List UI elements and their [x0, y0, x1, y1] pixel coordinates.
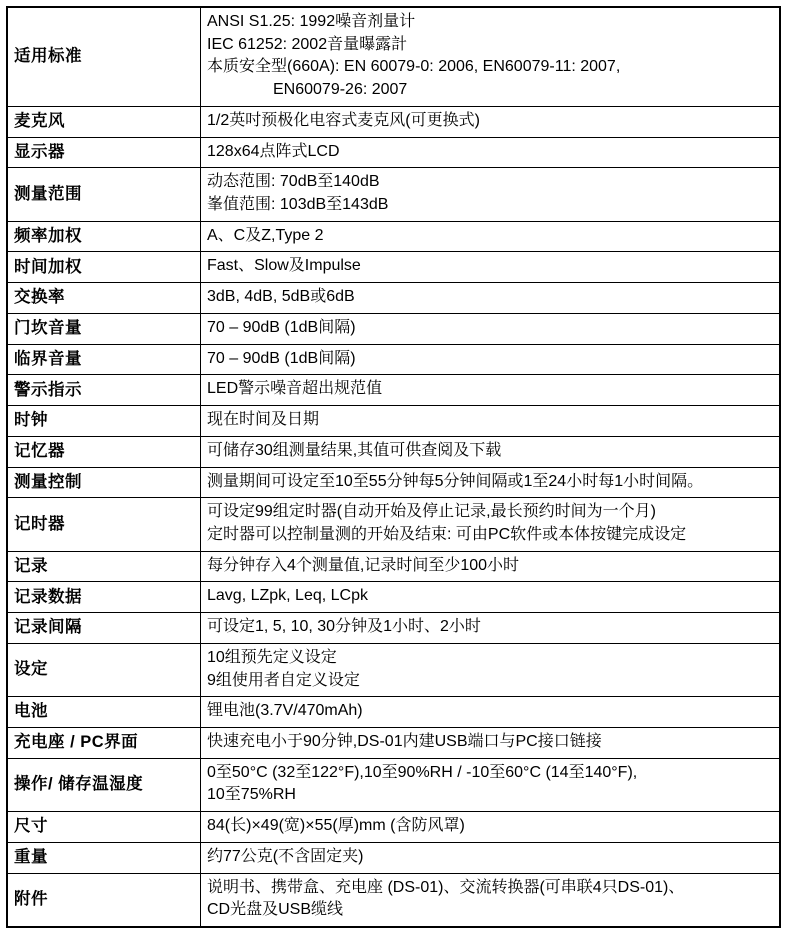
spec-value-line: 10组预先定义设定 — [207, 648, 337, 666]
table-row — [7, 7, 780, 106]
spec-value-cell — [201, 436, 781, 467]
table-row — [7, 375, 780, 406]
spec-label-cell: 测量控制 — [7, 467, 201, 498]
spec-label-cell: 显示器 — [7, 137, 201, 168]
table-row — [7, 467, 780, 498]
table-row — [7, 344, 780, 375]
table-row — [7, 137, 780, 168]
spec-value-line: 1/2英吋预极化电容式麦克风(可更换式) — [207, 111, 480, 129]
table-row — [7, 758, 780, 811]
spec-value-cell — [201, 551, 781, 582]
table-row — [7, 727, 780, 758]
spec-value-cell — [201, 375, 781, 406]
spec-label-cell: 尺寸 — [7, 812, 201, 843]
spec-value-line: 每分钟存入4个测量值,记录时间至少100小时 — [207, 556, 520, 574]
table-row — [7, 697, 780, 728]
spec-value-line: LED警示噪音超出规范值 — [207, 380, 383, 398]
spec-value-line: 3dB, 4dB, 5dB或6dB — [207, 288, 355, 306]
spec-label-cell: 时间加权 — [7, 252, 201, 283]
spec-value-line: IEC 61252: 2002音量曝露計 — [207, 35, 408, 53]
spec-value-line: Lavg, LZpk, Leq, LCpk — [207, 587, 368, 605]
spec-label-cell: 记录数据 — [7, 582, 201, 613]
spec-value-line: 锂电池(3.7V/470mAh) — [207, 702, 363, 720]
table-row — [7, 873, 780, 927]
table-row — [7, 168, 780, 221]
spec-label-cell: 记录间隔 — [7, 613, 201, 644]
spec-label-cell: 交换率 — [7, 283, 201, 314]
spec-value-line: 说明书、携带盒、充电座 (DS-01)、交流转换器(可串联4只DS-01)、 — [207, 878, 685, 896]
spec-label-cell: 记忆器 — [7, 436, 201, 467]
spec-value-line: 0至50°C (32至122°F),10至90%RH / -10至60°C (14至140°F), — [207, 763, 638, 781]
spec-value-line: 可储存30组测量结果,其值可供查阅及下载 — [207, 441, 502, 459]
spec-value-cell — [201, 168, 781, 221]
spec-value-cell — [201, 313, 781, 344]
spec-value-cell — [201, 758, 781, 811]
spec-value-cell — [201, 812, 781, 843]
spec-value-cell — [201, 7, 781, 106]
spec-label-cell: 适用标准 — [7, 7, 201, 106]
spec-label-cell: 门坎音量 — [7, 313, 201, 344]
spec-value-cell — [201, 873, 781, 927]
spec-value-cell — [201, 406, 781, 437]
spec-value-line: 现在时间及日期 — [207, 411, 320, 429]
specification-table — [6, 6, 781, 928]
spec-value-line: 128x64点阵式LCD — [207, 142, 340, 160]
spec-label-cell: 重量 — [7, 842, 201, 873]
table-row — [7, 252, 780, 283]
spec-value-cell — [201, 498, 781, 551]
specification-table-body — [7, 7, 780, 927]
table-row — [7, 812, 780, 843]
table-row — [7, 613, 780, 644]
spec-value-line: 测量期间可设定至10至55分钟每5分钟间隔或1至24小时每1小时间隔。 — [207, 472, 704, 490]
spec-value-cell — [201, 613, 781, 644]
spec-value-line: 本质安全型(660A): EN 60079-0: 2006, EN60079-11: 2007, — [207, 58, 621, 76]
spec-label-cell: 警示指示 — [7, 375, 201, 406]
table-row — [7, 436, 780, 467]
spec-value-cell — [201, 727, 781, 758]
spec-value-cell — [201, 252, 781, 283]
spec-value-cell — [201, 283, 781, 314]
spec-value-cell — [201, 697, 781, 728]
spec-value-line: Fast、Slow及Impulse — [207, 257, 361, 275]
table-row — [7, 106, 780, 137]
spec-label-cell: 临界音量 — [7, 344, 201, 375]
spec-value-cell — [201, 137, 781, 168]
spec-value-line-indented: EN60079-26: 2007 — [273, 81, 408, 99]
spec-value-line: 约77公克(不含固定夹) — [207, 847, 364, 865]
spec-value-cell — [201, 221, 781, 252]
spec-label-cell: 测量范围 — [7, 168, 201, 221]
table-row — [7, 313, 780, 344]
spec-value-cell — [201, 582, 781, 613]
spec-value-line: ANSI S1.25: 1992噪音剂量计 — [207, 13, 416, 30]
table-row — [7, 283, 780, 314]
spec-value-line: 70 – 90dB (1dB间隔) — [207, 349, 356, 367]
spec-value-cell — [201, 344, 781, 375]
spec-label-cell: 记时器 — [7, 498, 201, 551]
spec-value-line: A、C及Z,Type 2 — [207, 226, 324, 244]
spec-label-cell: 附件 — [7, 873, 201, 927]
spec-value-line: 10至75%RH — [207, 786, 296, 804]
spec-value-line: 峯值范围: 103dB至143dB — [207, 196, 389, 214]
spec-label-cell: 充电座 / PC界面 — [7, 727, 201, 758]
spec-value-cell — [201, 106, 781, 137]
spec-value-cell — [201, 842, 781, 873]
table-row — [7, 643, 780, 696]
spec-value-line: 70 – 90dB (1dB间隔) — [207, 318, 356, 336]
spec-value-line: 定时器可以控制量测的开始及结束: 可由PC软件或本体按键完成设定 — [207, 525, 687, 543]
table-row — [7, 406, 780, 437]
table-row — [7, 842, 780, 873]
spec-value-line: CD光盘及USB缆线 — [207, 901, 344, 919]
table-row — [7, 221, 780, 252]
table-row — [7, 582, 780, 613]
spec-label-cell: 记录 — [7, 551, 201, 582]
spec-label-cell: 麦克风 — [7, 106, 201, 137]
table-row — [7, 498, 780, 551]
table-row — [7, 551, 780, 582]
spec-value-line: 动态范围: 70dB至140dB — [207, 173, 380, 191]
spec-label-cell: 设定 — [7, 643, 201, 696]
spec-value-cell — [201, 467, 781, 498]
spec-value-line: 快速充电小于90分钟,DS-01内建USB端口与PC接口链接 — [207, 732, 602, 750]
spec-value-line: 可设定99组定时器(自动开始及停止记录,最长预约时间为一个月) — [207, 503, 656, 521]
spec-value-cell — [201, 643, 781, 696]
spec-label-cell: 操作/ 储存温湿度 — [7, 758, 201, 811]
spec-label-cell: 频率加权 — [7, 221, 201, 252]
spec-value-line: 可设定1, 5, 10, 30分钟及1小时、2小时 — [207, 618, 481, 636]
spec-label-cell: 时钟 — [7, 406, 201, 437]
spec-value-line: 84(长)×49(宽)×55(厚)mm (含防风罩) — [207, 817, 465, 835]
spec-label-cell: 电池 — [7, 697, 201, 728]
spec-value-line: 9组使用者自定义设定 — [207, 671, 360, 689]
